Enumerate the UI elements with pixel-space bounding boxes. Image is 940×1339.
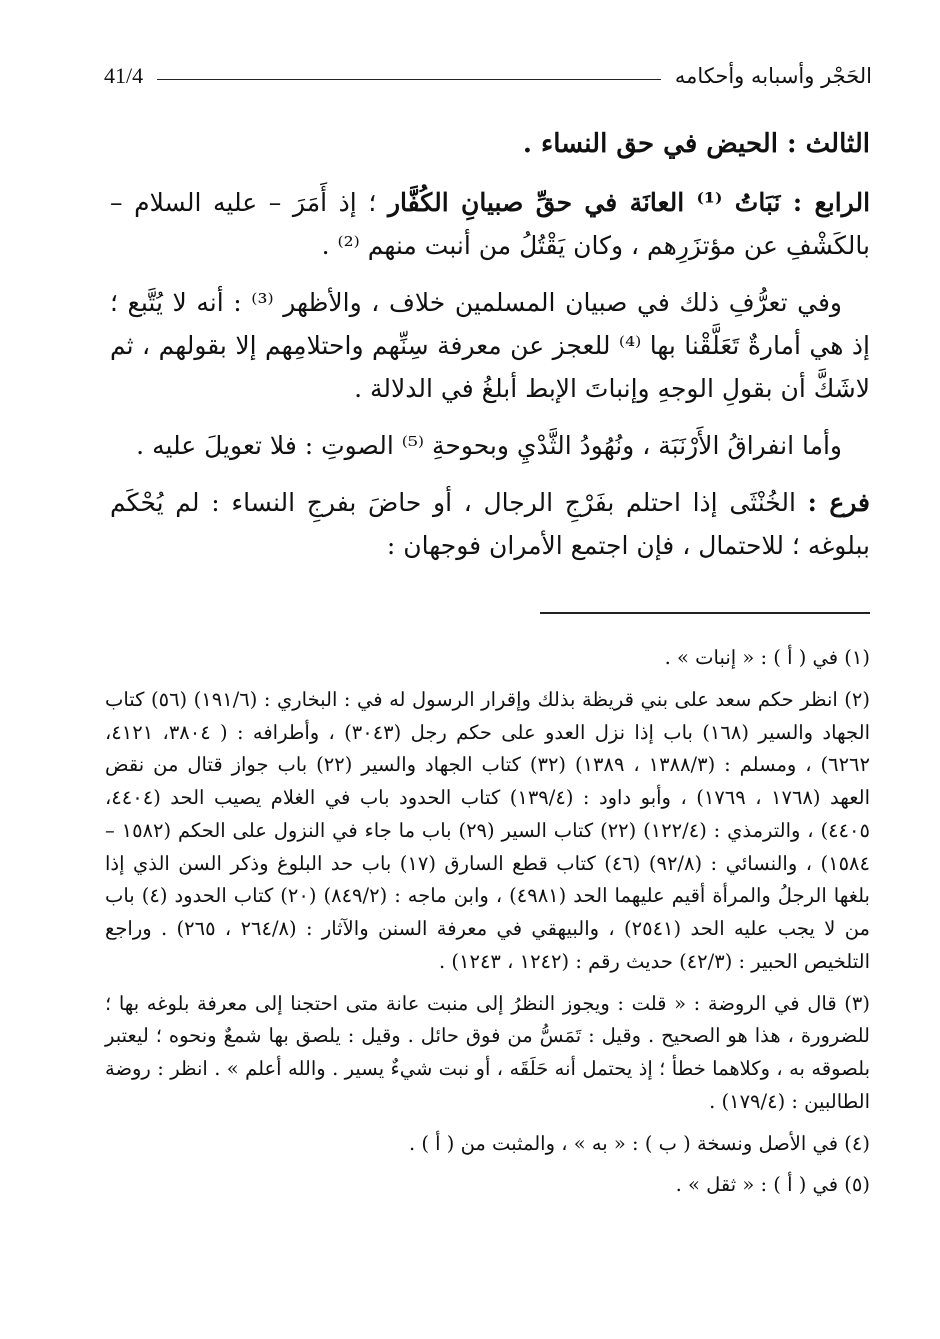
paragraph-fourth-sign bbox=[110, 181, 870, 267]
footnote-5: (٥) في ( أ ) : « ثقل » . bbox=[675, 1173, 870, 1197]
footnote-4: (٤) في الأصل ونسخة ( ب ) : « به » ، والمثبت من ( أ ) . bbox=[408, 1131, 870, 1155]
paragraph-hermaphrodite-lead: فرع : bbox=[807, 487, 871, 517]
main-text bbox=[110, 122, 870, 581]
running-header bbox=[104, 58, 872, 94]
footnote-2: (٢) انظر حكم سعد على بني قريظة بذلك وإقرار الرسول له في : البخاري : (١٩١/٦) (٥٦) كتاب الجهاد والسير (١٦٨) باب إذا نزل العدو على حكم رجل (٣٠٤٣) ، وأطرافه : ( ٣٨٠٤، ٤١٢١، ٦٢٦٢) ، ومسلم : (١٣٨٨/٣ ، ١٣٨٩) (٣٢) كتاب الجهاد والسير (٢٢) باب جواز قتال من نقض العهد (١٧٦٨ ، ١٧٦٩) ، وأبو داود : (١٣٩/٤) كتاب الحدود باب في الغلام يصيب الحد (٤٤٠٤، ٤٤٠٥) ، والترمذي : (١٢٢/٤) (٢٢) كتاب السير (٢٩) باب ما جاء في النزول على الحكم (١٥٨٢ – ١٥٨٤) ، والنسائي : (٩٢/٨) (٤٦) كتاب قطع السارق (١٧) باب حد البلوغ وذكر السن الذي إذا بلغها الرجلُ والمرأة أقيم عليهما الحد (٤٩٨١) ، وابن ماجه : (٨٤٩/٢) (٢٠) كتاب الحدود (٤) باب من لا يجب عليه الحد (٢٥٤١) ، والبيهقي في معرفة السنن والآثار : (٢٦٤/٨ ، ٢٦٥) . وراجع التلخيص الحبير : (٤٢/٣) حديث رقم : (١٢٤٢ ، ١٢٤٣) . bbox=[105, 687, 871, 973]
footnotes bbox=[105, 642, 870, 1211]
paragraph-muslim-children: وفي تعرُّفِ ذلك في صبيان المسلمين خلاف ، والأظهر ⁽³⁾ : أنه لا يُتَّبع ؛ إذ هي أمارةٌ تَعَلَّقْنا بها ⁽⁴⁾ للعجز عن معرفة سِنِّهم واحتلامِهم إلا بقولهم ، ثم لاشَكَّ أن بقولِ الوجهِ وإنباتَ الإبط أبلغُ في الدلالة . bbox=[110, 287, 870, 403]
footnote-separator bbox=[540, 612, 870, 614]
footnote-3: (٣) قال في الروضة : « قلت : ويجوز النظرُ إلى منبت عانة متى احتجنا إلى معرفة بلوغه بها ؛ للضرورة ، هذا هو الصحيح . وقيل : تَمَسُّ من فوق حائل . وقيل : يلصق بها شمعٌ ونحوه ؛ ليعتبر بلصوقه به ، وكلاهما خطأ ؛ إذ يحتمل أنه حَلَقَه ، أو نبت شيءٌ يسير . والله أعلم » . انظر : روضة الطالبين : (١٧٩/٤) . bbox=[105, 991, 870, 1113]
page-reference: 41/4 bbox=[104, 63, 144, 88]
book-title: الحَجْر وأسبابه وأحكامه bbox=[674, 64, 872, 88]
paragraph-fourth-lead: الرابع : نَبَاتُ ⁽¹⁾ العانَة في حقِّ صبيانِ الكُفَّار bbox=[387, 187, 871, 217]
header-rule bbox=[157, 79, 661, 80]
paragraph-fourth-rest: ؛ إذ أَمَرَ – عليه السلام – بالكَشْفِ عن مؤتزَرِهم ، وكان يَقْتُلُ من أنبت منهم ⁽²⁾ . bbox=[110, 187, 870, 260]
paragraph-other-signs: وأما انفراقُ الأَرْنَبَة ، ونُهُودُ الثَّدْيِ وبحوحةِ ⁽⁵⁾ الصوتِ : فلا تعويلَ عليه . bbox=[136, 430, 842, 460]
paragraph-hermaphrodite bbox=[110, 481, 870, 567]
paragraph-third-sign: الثالث : الحيض في حق النساء . bbox=[522, 129, 870, 159]
paragraph-hermaphrodite-rest: الخُنْثَى إذا احتلم بفَرْجِ الرجال ، أو حاضَ بفرجِ النساء : لم يُحْكَم ببلوغه ؛ للاحتمال ، فإن اجتمع الأمران فوجهان : bbox=[110, 487, 870, 560]
footnote-1: (١) في ( أ ) : « إنبات » . bbox=[664, 646, 870, 669]
